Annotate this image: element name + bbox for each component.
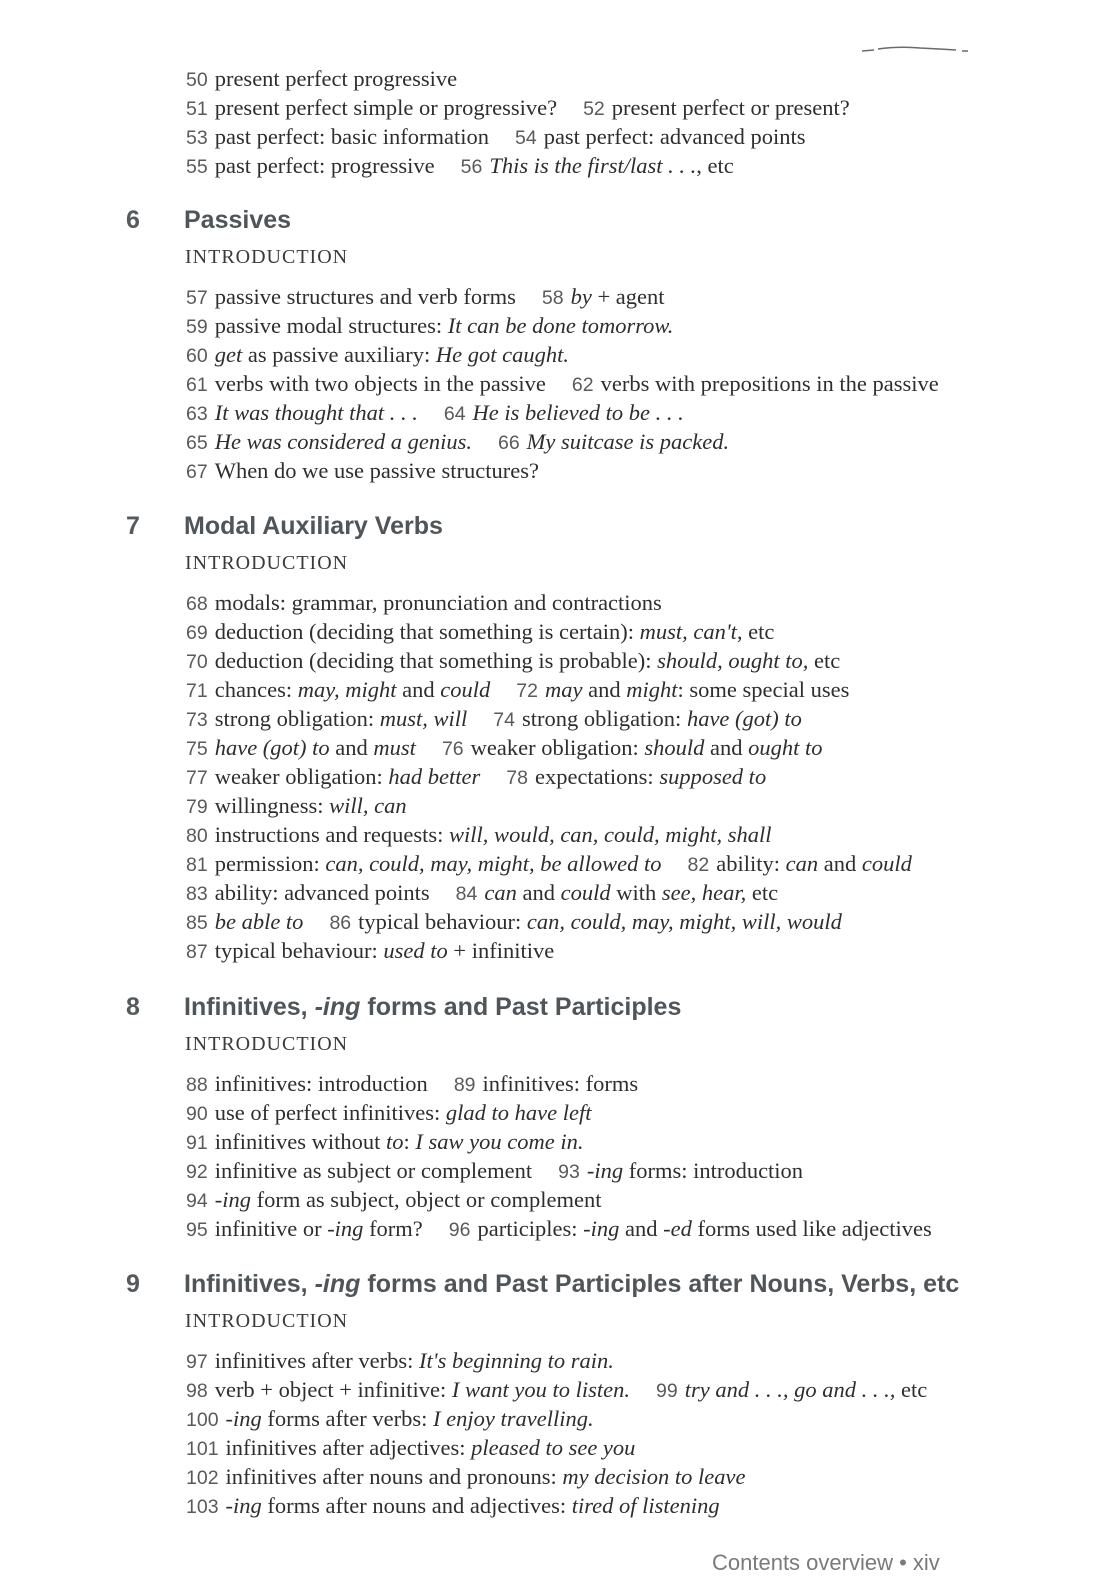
section-title xyxy=(184,206,291,235)
entry-text: should, ought to, xyxy=(657,648,809,673)
entry-text: modals: grammar, pronunciation and contractions xyxy=(214,590,662,615)
entry-number: 54 xyxy=(514,127,537,149)
entry-text: verbs with prepositions in the passive xyxy=(600,371,939,396)
entry-text: infinitives after adjectives: xyxy=(225,1435,472,1460)
entry-number: 71 xyxy=(186,680,208,702)
entry-text: infinitive as subject or complement xyxy=(214,1158,533,1183)
top-entries xyxy=(186,64,850,180)
entry-line xyxy=(186,820,912,849)
entry-text: I saw you come in. xyxy=(415,1129,584,1154)
entry-number: 92 xyxy=(186,1161,208,1183)
entry-text: Infinitives, xyxy=(184,1270,315,1298)
entry-text: forms after verbs: xyxy=(261,1406,433,1431)
entry-line xyxy=(186,64,850,93)
entry-71 xyxy=(186,677,490,702)
section-entries xyxy=(186,1069,932,1243)
entry-93 xyxy=(558,1158,803,1183)
entry-100 xyxy=(186,1406,594,1431)
entry-55 xyxy=(186,153,435,178)
entry-line xyxy=(186,588,912,617)
entry-line xyxy=(186,646,912,675)
entry-line xyxy=(186,427,939,456)
entry-text: could xyxy=(560,880,611,905)
entry-78 xyxy=(506,764,766,789)
entry-number: 103 xyxy=(186,1496,219,1518)
entry-line xyxy=(186,1433,927,1462)
entry-text: My suitcase is packed. xyxy=(526,429,730,454)
entry-92 xyxy=(186,1158,532,1183)
entry-text: glad to have left xyxy=(445,1100,592,1125)
entry-text: strong obligation: xyxy=(214,706,380,731)
entry-line xyxy=(186,878,912,907)
entry-number: 58 xyxy=(541,287,564,309)
entry-number: 69 xyxy=(186,622,208,644)
entry-text: infinitives: introduction xyxy=(214,1071,428,1096)
entry-text: He was considered a genius. xyxy=(214,429,472,454)
entry-text: form? xyxy=(363,1216,423,1241)
entry-line xyxy=(186,1346,927,1375)
entry-text: had better xyxy=(388,764,481,789)
entry-text: forms and Past Participles after Nouns, Verbs, etc xyxy=(360,1270,960,1298)
entry-line xyxy=(186,151,850,180)
entry-number: 94 xyxy=(186,1190,208,1212)
entry-text: used to xyxy=(383,938,448,963)
entry-text: may, might xyxy=(297,677,397,702)
entry-number: 95 xyxy=(186,1219,208,1241)
entry-83 xyxy=(186,880,430,905)
entry-97 xyxy=(186,1348,614,1373)
entry-text: Modal Auxiliary Verbs xyxy=(184,512,443,540)
entry-number: 52 xyxy=(583,98,605,120)
entry-number: 64 xyxy=(443,403,466,425)
entry-text: -ing xyxy=(583,1216,620,1241)
entry-text: forms and Past Participles xyxy=(360,993,682,1021)
entry-number: 97 xyxy=(186,1351,208,1373)
entry-text: When do we use passive structures? xyxy=(214,458,539,483)
entry-74 xyxy=(493,706,802,731)
entry-88 xyxy=(186,1071,428,1096)
entry-63 xyxy=(186,400,418,425)
entry-82 xyxy=(688,851,912,876)
entry-76 xyxy=(442,735,823,760)
entry-text: and xyxy=(818,851,862,876)
entry-line xyxy=(186,791,912,820)
entry-text: forms after nouns and adjectives: xyxy=(261,1493,572,1518)
entry-number: 62 xyxy=(571,374,594,396)
entry-60 xyxy=(186,342,569,367)
entry-text: and xyxy=(329,735,374,760)
entry-50 xyxy=(186,66,457,91)
entry-text: my decision to leave xyxy=(562,1464,746,1489)
entry-62 xyxy=(572,371,939,396)
entry-81 xyxy=(186,851,662,876)
entry-text: -ing xyxy=(586,1158,624,1183)
entry-61 xyxy=(186,371,546,396)
entry-text: have (got) to xyxy=(214,735,330,760)
entry-text: He got caught. xyxy=(435,342,570,367)
entry-line xyxy=(186,1462,927,1491)
entry-text: as passive auxiliary: xyxy=(242,342,436,367)
entry-text: ought to xyxy=(748,735,823,760)
entry-64 xyxy=(444,400,684,425)
entry-text: -ing xyxy=(214,1187,251,1212)
section-entries xyxy=(186,282,939,485)
entry-text: It's beginning to rain. xyxy=(419,1348,614,1373)
entry-98 xyxy=(186,1377,630,1402)
entry-line xyxy=(186,936,912,965)
entry-86 xyxy=(329,909,841,934)
entry-number: 83 xyxy=(186,883,208,905)
section-title xyxy=(184,1270,959,1299)
entry-number: 79 xyxy=(186,796,208,818)
entry-number: 76 xyxy=(441,738,464,760)
section-number: 8 xyxy=(126,993,140,1021)
entry-text: Passives xyxy=(184,206,292,234)
entry-73 xyxy=(186,706,467,731)
entry-text: with xyxy=(610,880,662,905)
entry-text: I want you to listen. xyxy=(451,1377,631,1402)
entry-line xyxy=(186,398,939,427)
entry-text: infinitives after verbs: xyxy=(214,1348,420,1373)
entry-number: 59 xyxy=(186,316,208,338)
entry-number: 102 xyxy=(186,1467,219,1489)
entry-text: and xyxy=(582,677,627,702)
entry-text: etc xyxy=(746,880,779,905)
entry-text: supposed to xyxy=(659,764,767,789)
entry-text: forms used like adjectives xyxy=(691,1216,932,1241)
entry-56 xyxy=(461,153,734,178)
entry-text: etc xyxy=(895,1377,928,1402)
entry-68 xyxy=(186,590,662,615)
entry-line xyxy=(186,733,912,762)
entry-95 xyxy=(186,1216,423,1241)
entry-80 xyxy=(186,822,772,847)
entry-text: have (got) to xyxy=(686,706,802,731)
entry-text: , etc xyxy=(696,153,734,178)
entry-90 xyxy=(186,1100,591,1125)
entry-number: 60 xyxy=(186,345,208,367)
entry-number: 86 xyxy=(329,912,352,934)
entry-text: can xyxy=(484,880,517,905)
entry-text: see, hear, xyxy=(661,880,747,905)
entry-number: 63 xyxy=(186,403,208,425)
entry-number: 80 xyxy=(186,825,208,847)
entry-67 xyxy=(186,458,539,483)
entry-53 xyxy=(186,124,489,149)
entry-line xyxy=(186,93,850,122)
entry-text: get xyxy=(214,342,243,367)
entry-text: expectations: xyxy=(534,764,660,789)
entry-number: 61 xyxy=(186,374,208,396)
entry-text: -ed xyxy=(663,1216,692,1241)
entry-line xyxy=(186,849,912,878)
section-number: 9 xyxy=(126,1270,140,1298)
entry-text: Infinitives, xyxy=(184,993,315,1021)
entry-line xyxy=(186,311,939,340)
entry-text: weaker obligation: xyxy=(470,735,645,760)
entry-103 xyxy=(186,1493,720,1518)
entry-91 xyxy=(186,1129,583,1154)
entry-text: -ing xyxy=(314,993,361,1021)
entry-79 xyxy=(186,793,407,818)
entry-text: can, could, may, might, be allowed to xyxy=(325,851,662,876)
entry-number: 101 xyxy=(186,1438,219,1460)
section-number: 6 xyxy=(126,206,140,234)
entry-text: forms: introduction xyxy=(623,1158,804,1183)
entry-number: 51 xyxy=(186,98,208,120)
entry-text: and xyxy=(704,735,749,760)
entry-line xyxy=(186,1404,927,1433)
entry-87 xyxy=(186,938,554,963)
entry-94 xyxy=(186,1187,601,1212)
entry-text: can, could, may, might, will, would xyxy=(526,909,842,934)
entry-number: 88 xyxy=(186,1074,208,1096)
entry-85 xyxy=(186,909,303,934)
entry-line xyxy=(186,1375,927,1404)
entry-number: 89 xyxy=(453,1074,476,1096)
entry-text: to xyxy=(385,1129,404,1154)
entry-line xyxy=(186,456,939,485)
entry-text: passive structures and verb forms xyxy=(214,284,516,309)
entry-text: chances: xyxy=(214,677,298,702)
entry-text: It was thought that . . . xyxy=(214,400,418,425)
entry-54 xyxy=(515,124,805,149)
entry-number: 50 xyxy=(186,69,208,91)
section-title xyxy=(184,993,681,1022)
entry-number: 73 xyxy=(186,709,208,731)
entry-text: can xyxy=(785,851,819,876)
entry-84 xyxy=(456,880,778,905)
entry-text: infinitive or xyxy=(214,1216,328,1241)
entry-number: 55 xyxy=(186,156,208,178)
entry-75 xyxy=(186,735,416,760)
entry-text: past perfect: basic information xyxy=(214,124,489,149)
entry-line xyxy=(186,1127,932,1156)
entry-number: 91 xyxy=(186,1132,208,1154)
entry-number: 57 xyxy=(186,287,208,309)
entry-text: typical behaviour: xyxy=(214,938,384,963)
entry-text: will, can xyxy=(329,793,407,818)
entry-66 xyxy=(498,429,729,454)
entry-96 xyxy=(449,1216,932,1241)
entry-line xyxy=(186,1069,932,1098)
entry-number: 100 xyxy=(186,1409,219,1431)
entry-text: could xyxy=(440,677,491,702)
entry-text: tired of listening xyxy=(571,1493,720,1518)
entry-text: present perfect progressive xyxy=(214,66,458,91)
entry-text: might xyxy=(626,677,678,702)
entry-text: may xyxy=(545,677,583,702)
entry-number: 84 xyxy=(455,883,478,905)
entry-text: ability: advanced points xyxy=(214,880,430,905)
section-intro: INTRODUCTION xyxy=(185,1033,349,1055)
entry-text: must xyxy=(373,735,416,760)
entry-77 xyxy=(186,764,480,789)
entry-text: willingness: xyxy=(214,793,330,818)
entry-number: 99 xyxy=(656,1380,678,1402)
entry-line xyxy=(186,907,912,936)
entry-text: present perfect or present? xyxy=(611,95,850,120)
entry-text: will, would, can, could, might, shall xyxy=(449,822,772,847)
section-number: 7 xyxy=(126,512,140,540)
entry-text: and xyxy=(619,1216,664,1241)
entry-text: instructions and requests: xyxy=(214,822,450,847)
entry-99 xyxy=(656,1377,927,1402)
entry-text: permission: xyxy=(214,851,326,876)
entry-text: -ing xyxy=(327,1216,364,1241)
entry-57 xyxy=(186,284,516,309)
entry-text: etc xyxy=(742,619,775,644)
section-entries xyxy=(186,588,912,965)
entry-52 xyxy=(583,95,850,120)
entry-line xyxy=(186,1491,927,1520)
entry-line xyxy=(186,340,939,369)
pen-mark-icon xyxy=(860,44,970,54)
entry-text: weaker obligation: xyxy=(214,764,389,789)
entry-text: -ing xyxy=(225,1406,262,1431)
entry-number: 74 xyxy=(493,709,515,731)
entry-69 xyxy=(186,619,774,644)
entry-72 xyxy=(516,677,849,702)
section-intro: INTRODUCTION xyxy=(185,552,349,574)
entry-text: infinitives after nouns and pronouns: xyxy=(225,1464,563,1489)
entry-text: : xyxy=(403,1129,416,1154)
entry-line xyxy=(186,704,912,733)
entry-line xyxy=(186,122,850,151)
entry-text: must, will xyxy=(379,706,468,731)
entry-58 xyxy=(542,284,665,309)
entry-text: try and . . ., go and . . ., xyxy=(684,1377,896,1402)
entry-number: 90 xyxy=(186,1103,208,1125)
entry-text: + agent xyxy=(591,284,665,309)
section-title xyxy=(184,512,443,541)
entry-line xyxy=(186,1214,932,1243)
entry-text: form as subject, object or complement xyxy=(250,1187,602,1212)
entry-text: should xyxy=(644,735,705,760)
entry-number: 82 xyxy=(687,854,710,876)
entry-text: verb + object + infinitive: xyxy=(214,1377,452,1402)
entry-70 xyxy=(186,648,840,673)
entry-line xyxy=(186,282,939,311)
entry-text: I enjoy travelling. xyxy=(433,1406,594,1431)
entry-text: and xyxy=(396,677,441,702)
entry-number: 81 xyxy=(186,854,208,876)
entry-number: 87 xyxy=(186,941,208,963)
entry-text: It can be done tomorrow. xyxy=(447,313,674,338)
entry-text: infinitives without xyxy=(214,1129,386,1154)
entry-text: ability: xyxy=(716,851,786,876)
entry-number: 96 xyxy=(448,1219,471,1241)
entry-number: 70 xyxy=(186,651,208,673)
entry-text: typical behaviour: xyxy=(358,909,527,934)
entry-number: 93 xyxy=(558,1161,580,1183)
entry-text: participles: xyxy=(477,1216,584,1241)
entry-text: He is believed to be . . . xyxy=(472,400,684,425)
entry-text: deduction (deciding that something is certain): xyxy=(214,619,640,644)
entry-number: 68 xyxy=(186,593,208,615)
entry-text: etc xyxy=(808,648,841,673)
entry-line xyxy=(186,1156,932,1185)
entry-number: 77 xyxy=(186,767,208,789)
entry-number: 53 xyxy=(186,127,208,149)
entry-number: 72 xyxy=(516,680,538,702)
section-intro: INTRODUCTION xyxy=(185,246,349,268)
entry-line xyxy=(186,617,912,646)
entry-text: passive modal structures: xyxy=(214,313,448,338)
entry-text: + infinitive xyxy=(447,938,555,963)
entry-text: strong obligation: xyxy=(521,706,687,731)
entry-text: use of perfect infinitives: xyxy=(214,1100,446,1125)
entry-text: and xyxy=(516,880,561,905)
entry-line xyxy=(186,369,939,398)
entry-65 xyxy=(186,429,472,454)
entry-text: past perfect: progressive xyxy=(214,153,435,178)
entry-59 xyxy=(186,313,673,338)
page-footer: Contents overview • xiv xyxy=(712,1550,940,1575)
entry-number: 65 xyxy=(186,432,208,454)
entry-text: by xyxy=(570,284,592,309)
section-intro: INTRODUCTION xyxy=(185,1310,349,1332)
entry-text: -ing xyxy=(225,1493,262,1518)
entry-text: pleased to see you xyxy=(471,1435,636,1460)
entry-line xyxy=(186,675,912,704)
section-entries xyxy=(186,1346,927,1520)
entry-line xyxy=(186,762,912,791)
entry-number: 78 xyxy=(506,767,528,789)
entry-text: -ing xyxy=(314,1270,361,1298)
entry-text: be able to xyxy=(214,909,304,934)
entry-text: infinitives: forms xyxy=(482,1071,639,1096)
entry-text: could xyxy=(861,851,912,876)
entry-number: 67 xyxy=(186,461,208,483)
entry-text: must, can't, xyxy=(639,619,743,644)
entry-text: This is the first/last . . . xyxy=(489,153,697,178)
entry-text: : some special uses xyxy=(677,677,850,702)
entry-number: 85 xyxy=(186,912,208,934)
entry-text: present perfect simple or progressive? xyxy=(214,95,558,120)
entry-number: 56 xyxy=(460,156,483,178)
entry-number: 98 xyxy=(186,1380,208,1402)
entry-51 xyxy=(186,95,557,120)
entry-text: past perfect: advanced points xyxy=(543,124,806,149)
entry-line xyxy=(186,1098,932,1127)
entry-101 xyxy=(186,1435,635,1460)
entry-number: 75 xyxy=(186,738,208,760)
entry-text: deduction (deciding that something is probable): xyxy=(214,648,658,673)
entry-text: verbs with two objects in the passive xyxy=(214,371,546,396)
entry-line xyxy=(186,1185,932,1214)
entry-89 xyxy=(454,1071,638,1096)
entry-102 xyxy=(186,1464,745,1489)
entry-number: 66 xyxy=(497,432,520,454)
